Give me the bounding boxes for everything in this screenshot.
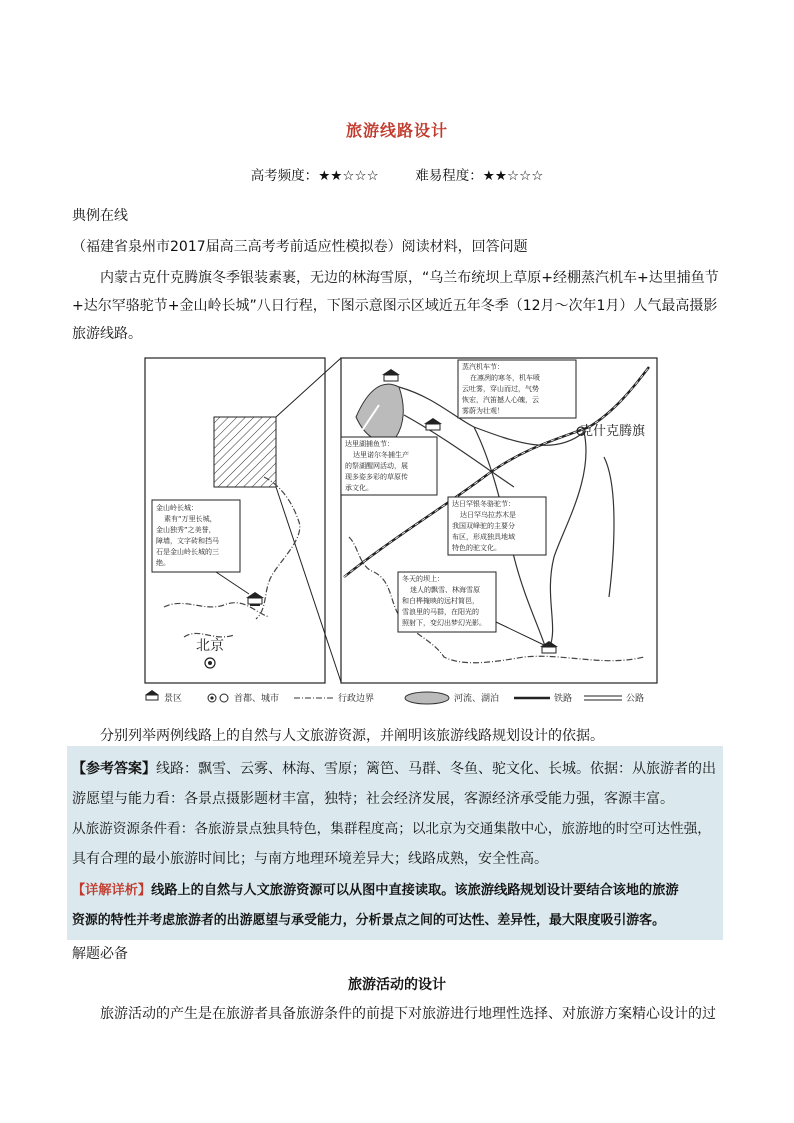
svg-text:金山岭长城： 素有“万里长城， 金山独秀”之: 金山岭长城： 素有“万里长城， 金山独秀”之美誉， 障墙，文字砖和挡马 石是金山岭长城的三 绝。 — [156, 504, 219, 567]
answer-line-1: 【参考答案】线路：飘雪、云雾、林海、雪原；篱笆、马群、冬鱼、驼文化、长城。依据：从旅游者的出 — [72, 761, 716, 777]
page-title: 旅游线路设计 — [345, 121, 448, 140]
svg-text:冬天的坝上： 迷人的飘雪、林海雪原 和白桦掩: 冬天的坝上： 迷人的飘雪、林海雪原 和白桦掩映的远村简邑， 雪浪里的马群，在阳光的 照射下，变幻出梦幻光影。 — [402, 575, 486, 627]
zoom-area-indicator — [214, 417, 276, 487]
svg-text:行政边界: 行政边界 — [338, 694, 375, 704]
svg-text:铁路: 铁路 — [554, 694, 573, 704]
svg-text:蒸汽机车节： 在凛冽的寒冬，机车喷 云吐雾，: 蒸汽机车节： 在凛冽的寒冬，机车喷 云吐雾，穿山而过，气势 恢宏，汽笛撼人心魄，云 雾蔚为壮观！ — [462, 363, 540, 415]
final-paragraph: 旅游活动的产生是在旅游者具备旅游条件的前提下对旅游进行地理性选择、对旅游方案精心设计的过 — [100, 1006, 716, 1022]
answer-line-2: 游愿望与能力看：各景点摄影题材丰富，独特；社会经济发展，客源经济承受能力强，客源丰富。 — [72, 791, 674, 807]
difficulty-stars: ★★☆☆☆ — [482, 168, 544, 184]
svg-text:达日罕银冬骆驼节： 达日罕乌拉苏木是 我国双: 达日罕银冬骆驼节： 达日罕乌拉苏木是 我国双峰驼的主要分 布区，形成独具地域 特色的驼文化。 — [452, 500, 516, 552]
difficulty-label: 难易程度： — [415, 168, 483, 184]
answer-line-4: 具有合理的最小旅游时间比；与南方地理环境差异大；线路成熟，安全性高。 — [72, 851, 548, 867]
keshiketeng-label: 克什克腾旗 — [580, 424, 646, 439]
meta-line — [0, 164, 794, 184]
route-map — [144, 357, 658, 713]
answer-line-3: 从旅游资源条件看：各旅游景点独具特色，集群程度高；以北京为交通集散中心，旅游地的时空可达性强， — [72, 821, 711, 837]
svg-text:公路: 公路 — [626, 694, 645, 704]
detail-line-2: 资源的特性并考虑旅游者的出游愿望与承受能力，分析景点之间的可达性、差异性，最大限度吸引游客。 — [72, 913, 665, 928]
question-source: （福建省泉州市2017届高三高考考前适应性模拟卷）阅读材料，回答问题 — [72, 239, 528, 255]
detail-line-1: 【详解详析】线路上的自然与人文旅游资源可以从图中直接读取。该旅游线路规划设计要结合该地的旅游 — [72, 883, 679, 898]
question-text: 分别列举两例线路上的自然与人文旅游资源，并阐明该旅游线路规划设计的依据。 — [100, 728, 604, 744]
answer-label: 【参考答案】 — [72, 761, 156, 777]
frequency-stars: ★★☆☆☆ — [318, 168, 379, 184]
svg-text:河流、湖泊: 河流、湖泊 — [454, 694, 500, 704]
material-paragraph: 内蒙古克什克腾旗冬季银装素裹，无边的林海雪原，“乌兰布统坝上草原+经棚蒸汽机车+达里捕鱼节+达尔罕骆驼节+金山岭长城”八日行程，下图示意图示区域近五年冬季（12月～次年1月）人气最高摄影旅游线路。 — [72, 270, 719, 342]
beijing-label: 北京 — [196, 638, 224, 654]
detail-label: 【详解详析】 — [72, 883, 152, 898]
frequency-label: 高考频度： — [250, 168, 319, 184]
section-heading-example: 典例在线 — [72, 208, 128, 224]
svg-text:景区: 景区 — [164, 694, 183, 704]
subheading: 旅游活动的设计 — [348, 977, 446, 993]
map-legend — [145, 690, 644, 704]
svg-text:达里湖捕鱼节： 达里诺尔冬捕生产 的祭湖醒网: 达里湖捕鱼节： 达里诺尔冬捕生产 的祭湖醒网活动，展 现多姿多彩的草原传 承文化。 — [345, 440, 409, 492]
svg-text:首都、城市: 首都、城市 — [234, 694, 280, 704]
section-heading-essentials: 解题必备 — [72, 946, 128, 962]
